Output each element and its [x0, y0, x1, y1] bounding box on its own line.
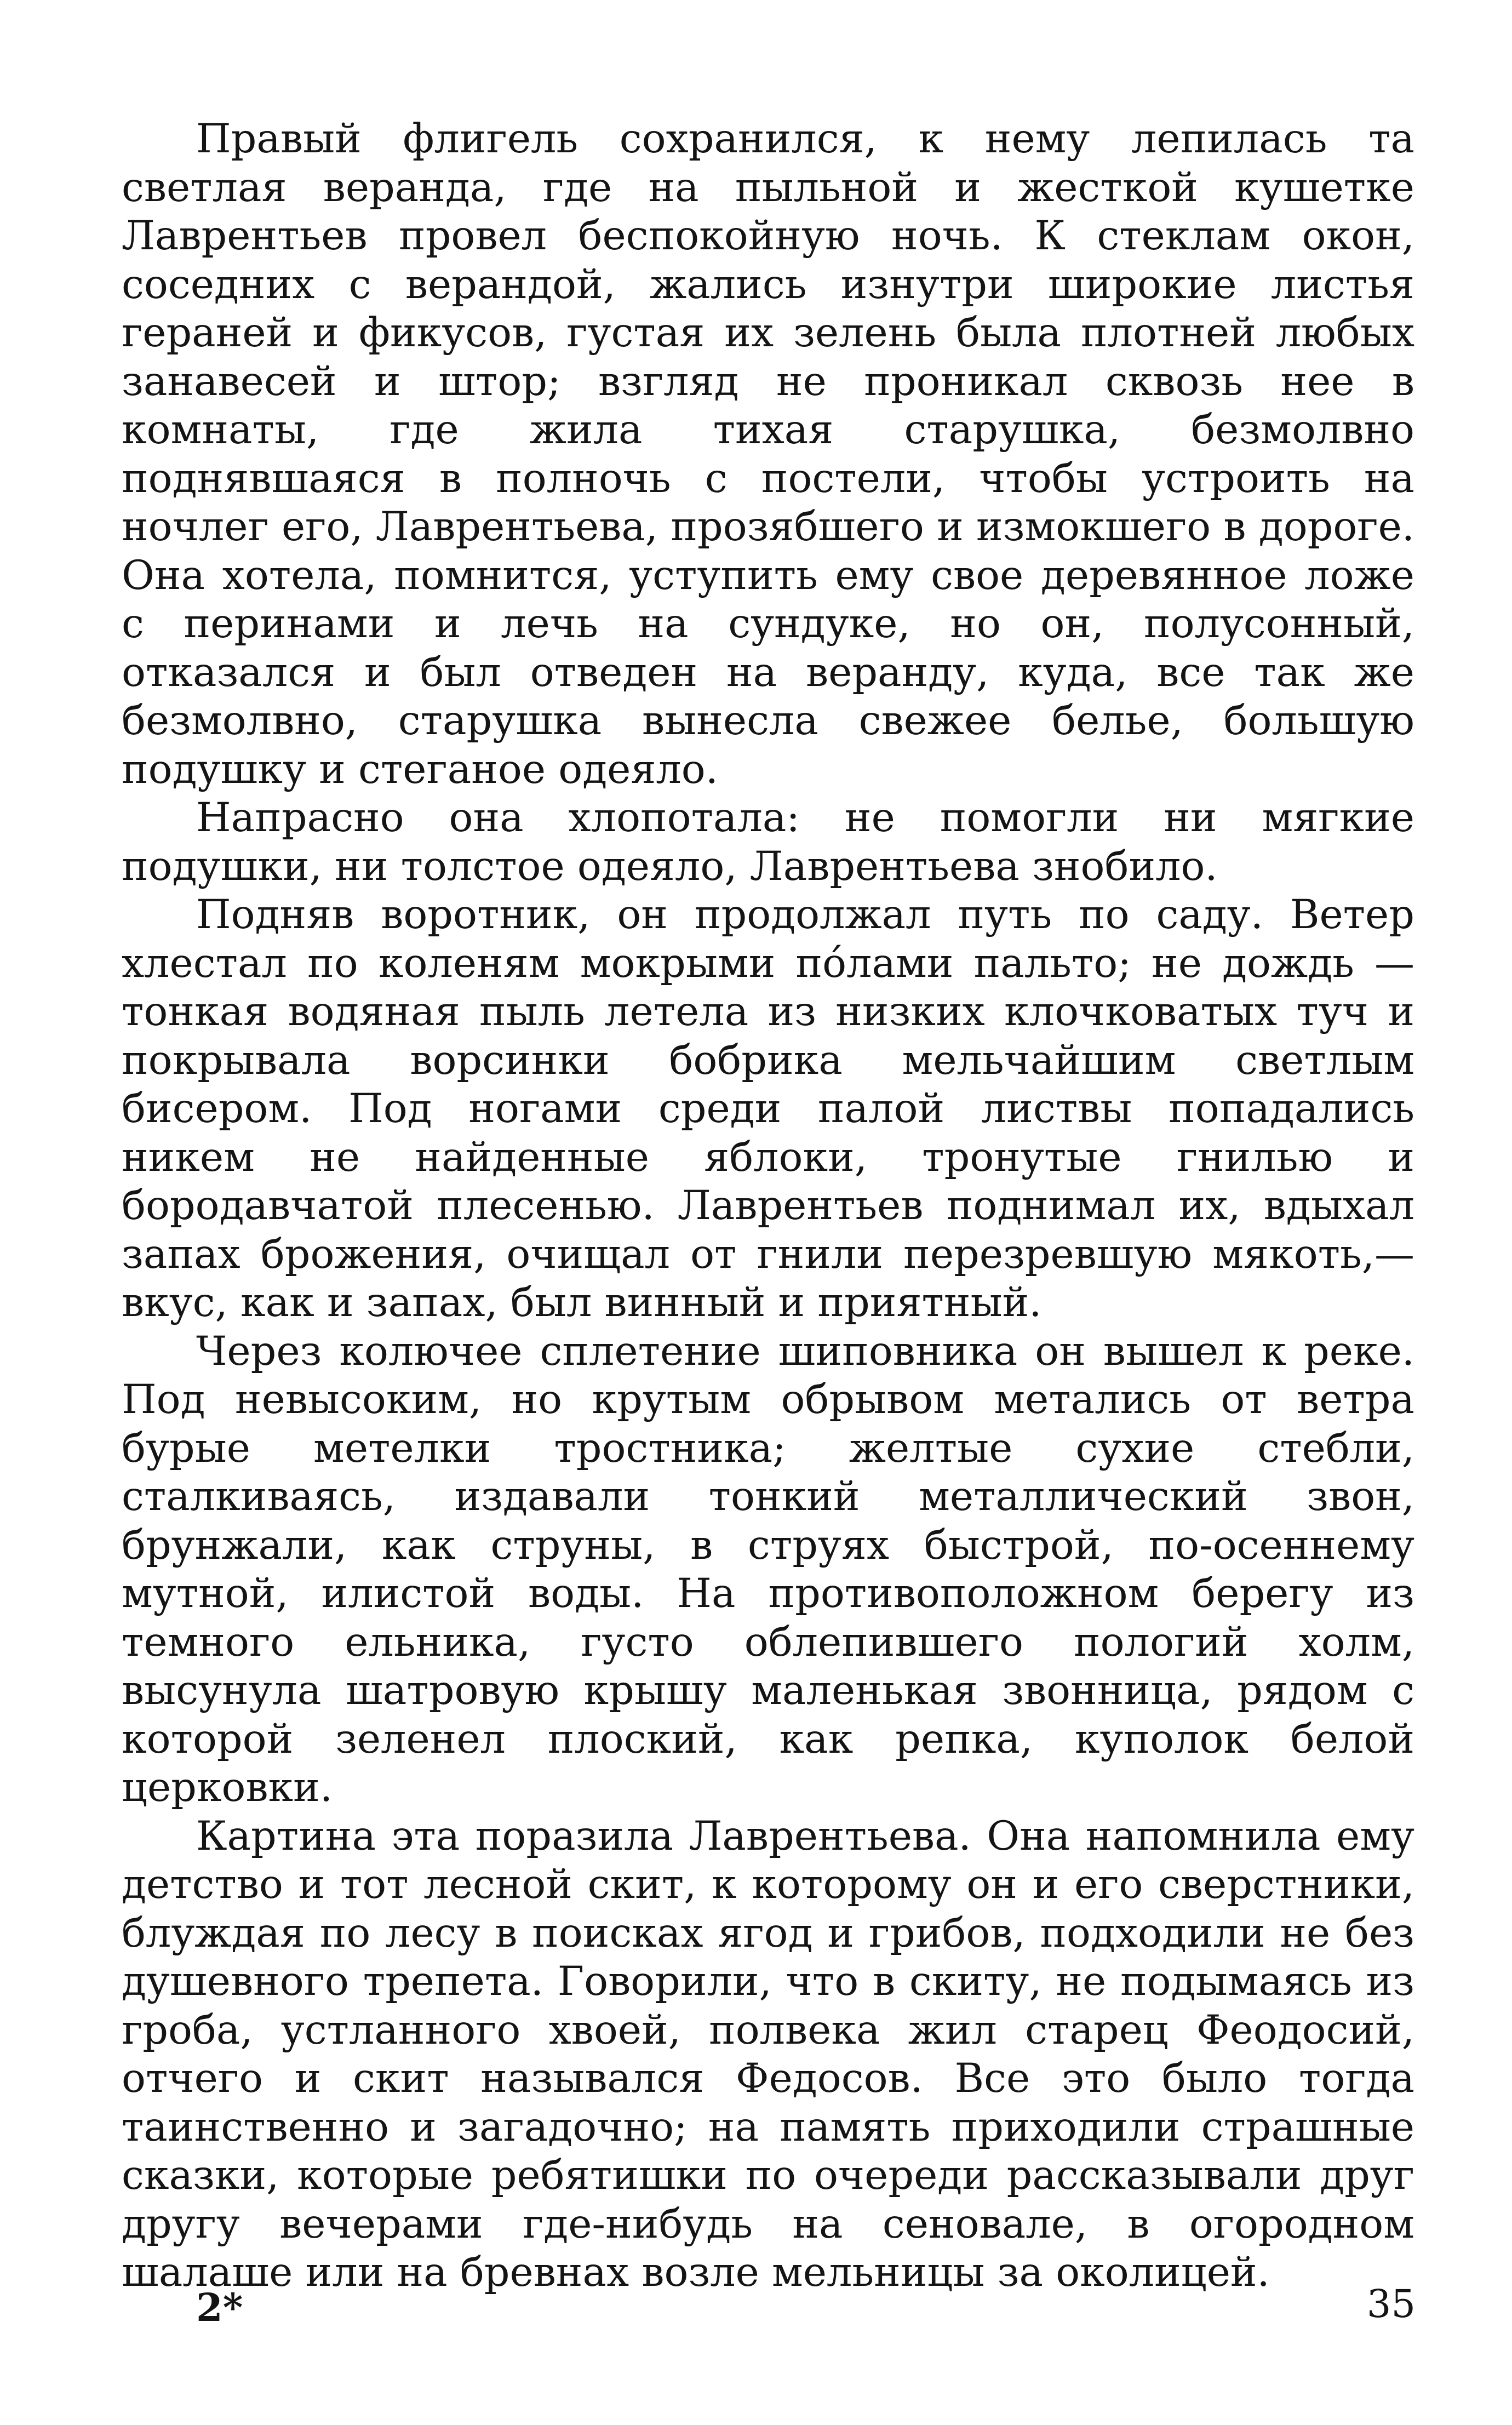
paragraph-5: Картина эта поразила Лаврентьева. Она напомнила ему детство и тот лесной скит, к которому он и его сверстники, блуждая по лесу в поисках ягод и грибов, подходили не без душевного трепета. Говорили, что в скиту, не подымаясь из гроба, устланного хвоей, полвека жил старец Феодосий, отчего и скит назывался Федосов. Все это было тогда таинственно и загадочно; на память приходили страшные сказки, которые ребятишки по очереди рассказывали друг другу вечерами где-нибудь на сеновале, в огородном шалаше или на бревнах возле мельницы за околицей.: [122, 1812, 1414, 2296]
paragraph-3: Подняв воротник, он продолжал путь по саду. Ветер хлестал по коленям мокрыми пóлами пальто; не дождь — тонкая водяная пыль летела из низких клочковатых туч и покрывала ворсинки бобрика мельчайшим светлым бисером. Под ногами среди палой листвы попадались никем не найденные яблоки, тронутые гнилью и бородавчатой плесенью. Лаврентьев поднимал их, вдыхал запах брожения, очищал от гнили перезревшую мякоть,— вкус, как и запах, был винный и приятный.: [122, 891, 1414, 1326]
paragraph-1: Правый флигель сохранился, к нему лепилась та светлая веранда, где на пыльной и жесткой кушетке Лаврентьев провел беспокойную ночь. К стеклам окон, соседних с верандой, жались изнутри широкие листья гераней и фикусов, густая их зелень была плотней любых занавесей и штор; взгляд не проникал сквозь нее в комнаты, где жила тихая старушка, безмолвно поднявшаяся в полночь с постели, чтобы устроить на ночлег его, Лаврентьева, прозябшего и измокшего в дороге. Она хотела, помнится, уступить ему свое деревянное ложе с перинами и лечь на сундуке, но он, полусонный, отказался и был отведен на веранду, куда, все так же безмолвно, старушка вынесла свежее белье, большую подушку и стеганое одеяло.: [122, 116, 1414, 793]
signature-mark: 2*: [196, 2285, 243, 2330]
paragraph-4: Через колючее сплетение шиповника он вышел к реке. Под невысоким, но крутым обрывом метались от ветра бурые метелки тростника; желтые сухие стебли, сталкиваясь, издавали тонкий металлический звон, брунжали, как струны, в струях быстрой, по-осеннему мутной, илистой воды. На противоположном берегу из темного ельника, густо облепившего пологий холм, высунула шатровую крышу маленькая звонница, рядом с которой зеленел плоский, как репка, куполок белой церковки.: [122, 1328, 1414, 1811]
body-text: [122, 115, 1414, 2297]
paragraph-2: Напрасно она хлопотала: не помогли ни мягкие подушки, ни толстое одеяло, Лаврентьева знобило.: [122, 794, 1414, 890]
page-number: 35: [1366, 2281, 1416, 2326]
